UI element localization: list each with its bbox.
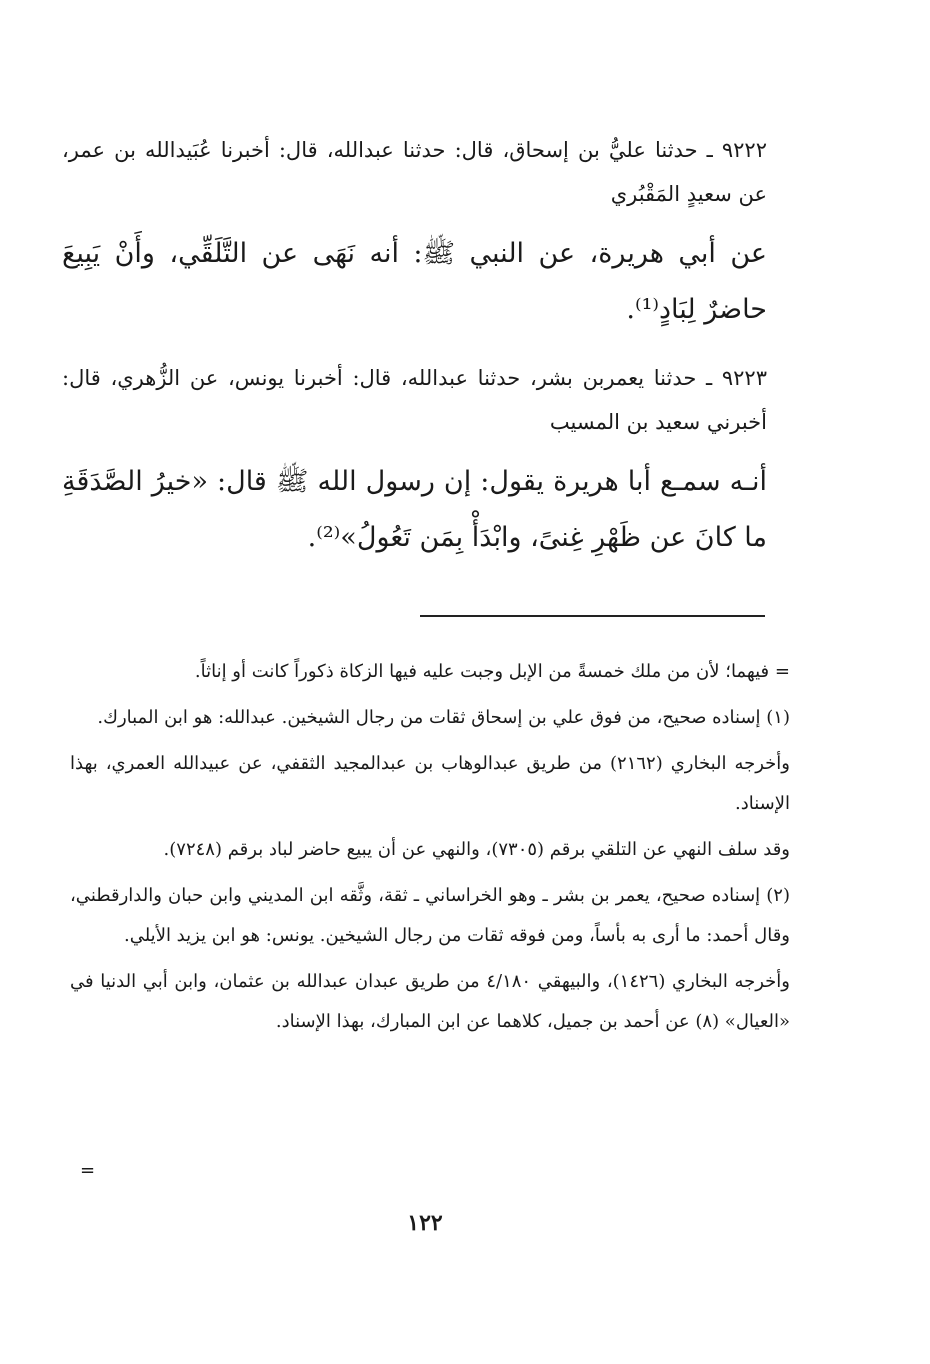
hadith-9222-isnad: ٩٢٢٢ ـ حدثنا عليُّ بن إسحاق، قال: حدثنا عبدالله، قال: أخبرنا عُبَيدالله بن عمر، عن سعيدٍ المَقْبُري [62,138,767,206]
footnote-1: (١) إسناده صحيح، من فوق علي بن إسحاق ثقات من رجال الشيخين. عبدالله: هو ابن المبارك. [97,707,790,728]
continuation-mark: = [774,661,790,682]
footnote-2: (٢) إسناده صحيح، يعمر بن بشر ـ وهو الخراساني ـ ثقة، وثَّقه ابن المديني وابن حبان والدارقطني، وقال أحمد: ما أرى به بأساً، ومن فوقه ثقات من رجال الشيخين. يونس: هو ابن يزيد الأيلي. [70,885,790,946]
hadith-9223-matn: أنـه سمـع أبا هريرة يقول: إن رسول الله ﷺ قال: «خيرُ الصَّدَقَةِ ما كانَ عن ظَهْرِ غِنىً، وابْدَأْ بِمَن تَعُولُ»⁽²⁾. [62,466,767,553]
footnote-continuation [70,652,790,692]
main-text [62,128,767,584]
hadith-9222-matn: عن أبي هريرة، عن النبي ﷺ: أنه نَهَى عن التَّلَقِّي، وأَنْ يَبِيعَ حاضرٌ لِبَادٍ⁽¹⁾. [62,238,767,325]
footnote-1-bukhari: وأخرجه البخاري (٢١٦٢) من طريق عبدالوهاب بن عبدالمجيد الثقفي، عن عبيدالله العمري، بهذا الإسناد. [70,753,791,814]
footnote-1-cross-ref: وقد سلف النهي عن التلقي برقم (٧٣٠٥)، والنهي عن أن يبيع حاضر لباد برقم (٧٢٤٨). [163,839,790,860]
footnote-2-sources: وأخرجه البخاري (١٤٢٦)، والبيهقي ٤/١٨٠ من طريق عبدان عبدالله بن عثمان، وابن أبي الدنيا في «العيال» (٨) عن أحمد بن جميل، كلاهما عن ابن المبارك، بهذا الإسناد. [70,971,790,1032]
page-number: ١٢٢ [407,1210,443,1236]
hadith-9223-isnad: ٩٢٢٣ ـ حدثنا يعمربن بشر، حدثنا عبدالله، قال: أخبرنا يونس، عن الزُّهري، قال: أخبرني سعيد بن المسيب [62,366,767,434]
footnote-divider [420,615,765,617]
footnote-line: فيهما؛ لأن من ملك خمسةً من الإبل وجبت عليه فيها الزكاة ذكوراً كانت أو إناثاً. [194,661,770,682]
footnotes [70,652,790,1048]
footnote-end-mark: = [80,1160,96,1181]
